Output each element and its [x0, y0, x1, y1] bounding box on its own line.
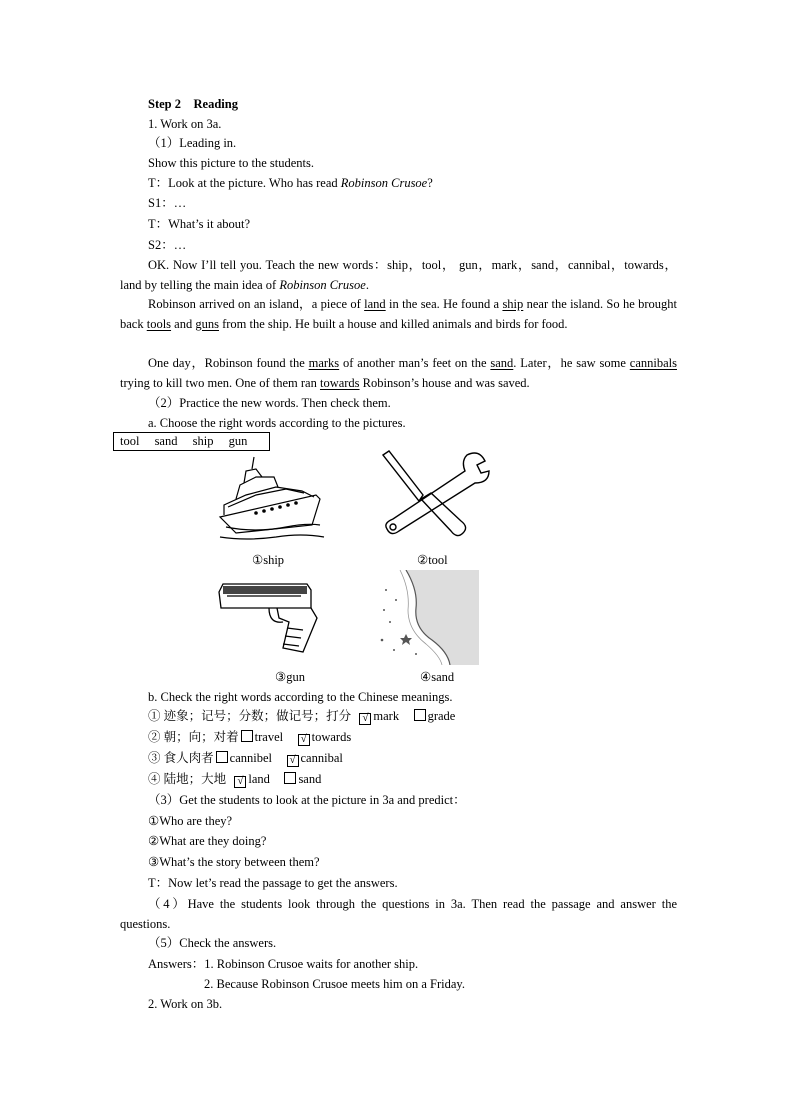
caption-ship: ①ship: [252, 553, 285, 567]
checkbox-checked[interactable]: √: [359, 713, 371, 725]
tools-image: [381, 449, 493, 545]
checkbox-checked[interactable]: √: [298, 734, 310, 746]
dialog-line: T：Look at the picture. Who has read Robinson Crusoe?: [148, 176, 433, 190]
paragraph: （4）Have the students look through the questions in 3a. Then read the passage and answer the questions.: [120, 897, 677, 931]
checkbox[interactable]: [241, 730, 253, 742]
check-item: ① 迹象；记号；分数；做记号；打分 √ mark grade: [148, 709, 456, 724]
checkbox-checked[interactable]: √: [287, 755, 299, 767]
question: ②What are they doing?: [148, 834, 267, 848]
task-line: 1. Work on 3a.: [148, 117, 222, 131]
question: ①Who are they?: [148, 814, 233, 828]
answer-line: Answers：1. Robinson Crusoe waits for another ship.: [148, 957, 419, 971]
sub-step: （5）Check the answers.: [148, 936, 277, 950]
story-paragraph: One day，Robinson found the marks of another man’s feet on the sand. Later，he saw some cannibals trying to kill two men. One of them ran towards Robinson’s house and was saved.: [120, 356, 677, 390]
section-heading: Step 2 Reading: [148, 97, 238, 111]
caption-tool: ②tool: [417, 553, 448, 567]
dialog-line: T：Now let’s read the passage to get the answers.: [148, 876, 398, 890]
instruction: b. Check the right words according to the Chinese meanings.: [148, 690, 453, 704]
answer-line: 2. Because Robinson Crusoe meets him on a Friday.: [204, 977, 465, 991]
dialog-line: T：What’s it about?: [148, 217, 251, 231]
sand-image: [376, 570, 479, 665]
checkbox[interactable]: [414, 709, 426, 721]
sub-step: （1）Leading in.: [148, 136, 237, 150]
dialog-line: S1：…: [148, 196, 187, 210]
check-item: ③ 食人肉者 cannibel √ cannibal: [148, 751, 343, 766]
checkbox[interactable]: [284, 772, 296, 784]
checkbox-checked[interactable]: √: [234, 776, 246, 788]
task-line: 2. Work on 3b.: [148, 997, 223, 1011]
checkbox[interactable]: [216, 751, 228, 763]
instruction: Show this picture to the students.: [148, 156, 314, 170]
ship-image: [216, 455, 328, 543]
gun-image: [217, 574, 329, 656]
check-item: ② 朝；向；对着 travel √ towards: [148, 730, 352, 745]
caption-sand: ④sand: [420, 670, 455, 684]
paragraph: OK. Now I’ll tell you. Teach the new words：ship，tool， gun，mark，sand，cannibal，towards，land by telling the main idea of Robinson Crusoe.: [120, 258, 677, 292]
dialog-line: S2：…: [148, 238, 187, 252]
sub-step: （2）Practice the new words. Then check them.: [148, 396, 391, 410]
check-item: ④ 陆地；大地 √ land sand: [148, 772, 322, 787]
question: ③What’s the story between them?: [148, 855, 320, 869]
story-paragraph: Robinson arrived on an island，a piece of land in the sea. He found a ship near the island. So he brought back tools and guns from the ship. He built a house and killed animals and birds for food.: [120, 297, 677, 331]
word-bank-box: tool sand ship gun: [113, 432, 270, 451]
sub-step: （3）Get the students to look at the picture in 3a and predict：: [148, 793, 466, 807]
caption-gun: ③gun: [275, 670, 305, 684]
instruction: a. Choose the right words according to the pictures.: [148, 416, 406, 430]
